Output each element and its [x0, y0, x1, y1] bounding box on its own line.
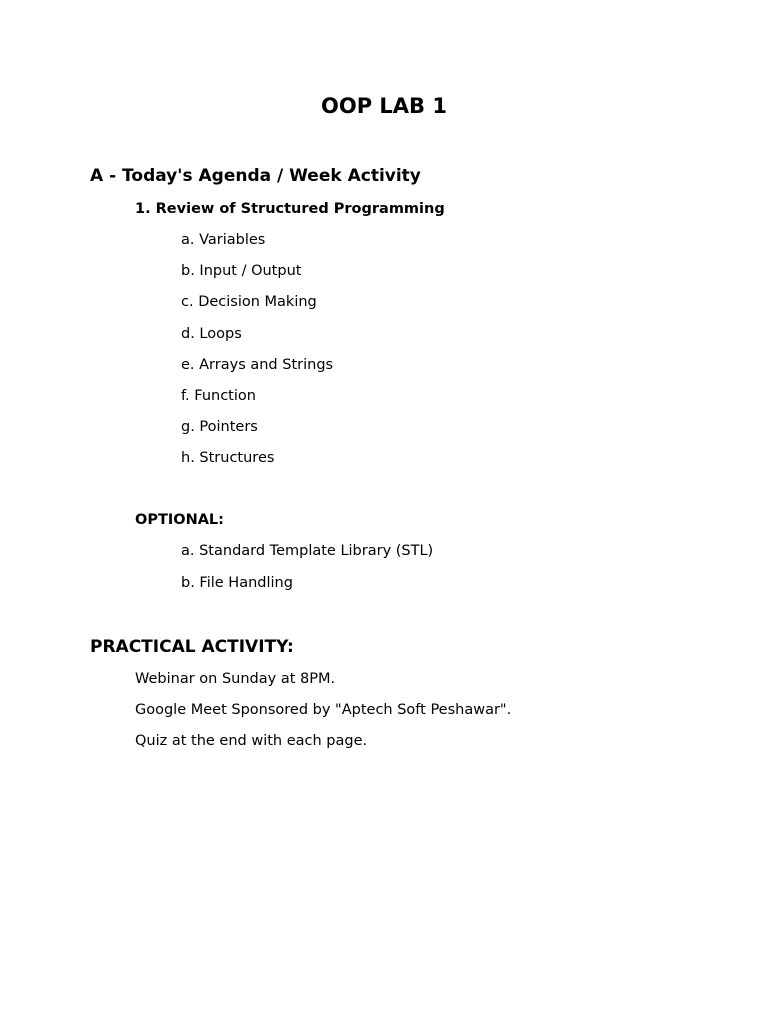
- agenda-heading: A - Today's Agenda / Week Activity: [90, 166, 421, 186]
- agenda-item-function: f. Function: [181, 388, 256, 404]
- agenda-item-input-output: b. Input / Output: [181, 263, 302, 279]
- optional-item-stl: a. Standard Template Library (STL): [181, 543, 434, 559]
- practical-line-quiz: Quiz at the end with each page.: [135, 733, 368, 749]
- optional-item-file-handling: b. File Handling: [181, 575, 293, 591]
- page-title: OOP LAB 1: [321, 94, 447, 118]
- agenda-item-arrays-strings: e. Arrays and Strings: [181, 357, 334, 373]
- agenda-item-decision-making: c. Decision Making: [181, 294, 317, 310]
- agenda-item-pointers: g. Pointers: [181, 419, 258, 435]
- agenda-item-loops: d. Loops: [181, 326, 242, 342]
- practical-heading: PRACTICAL ACTIVITY:: [90, 637, 294, 657]
- agenda-topic: 1. Review of Structured Programming: [135, 201, 445, 217]
- agenda-item-variables: a. Variables: [181, 232, 266, 248]
- agenda-item-structures: h. Structures: [181, 450, 275, 466]
- practical-line-webinar: Webinar on Sunday at 8PM.: [135, 671, 336, 687]
- optional-heading: OPTIONAL:: [135, 512, 224, 528]
- practical-line-google-meet: Google Meet Sponsored by "Aptech Soft Peshawar".: [135, 702, 512, 718]
